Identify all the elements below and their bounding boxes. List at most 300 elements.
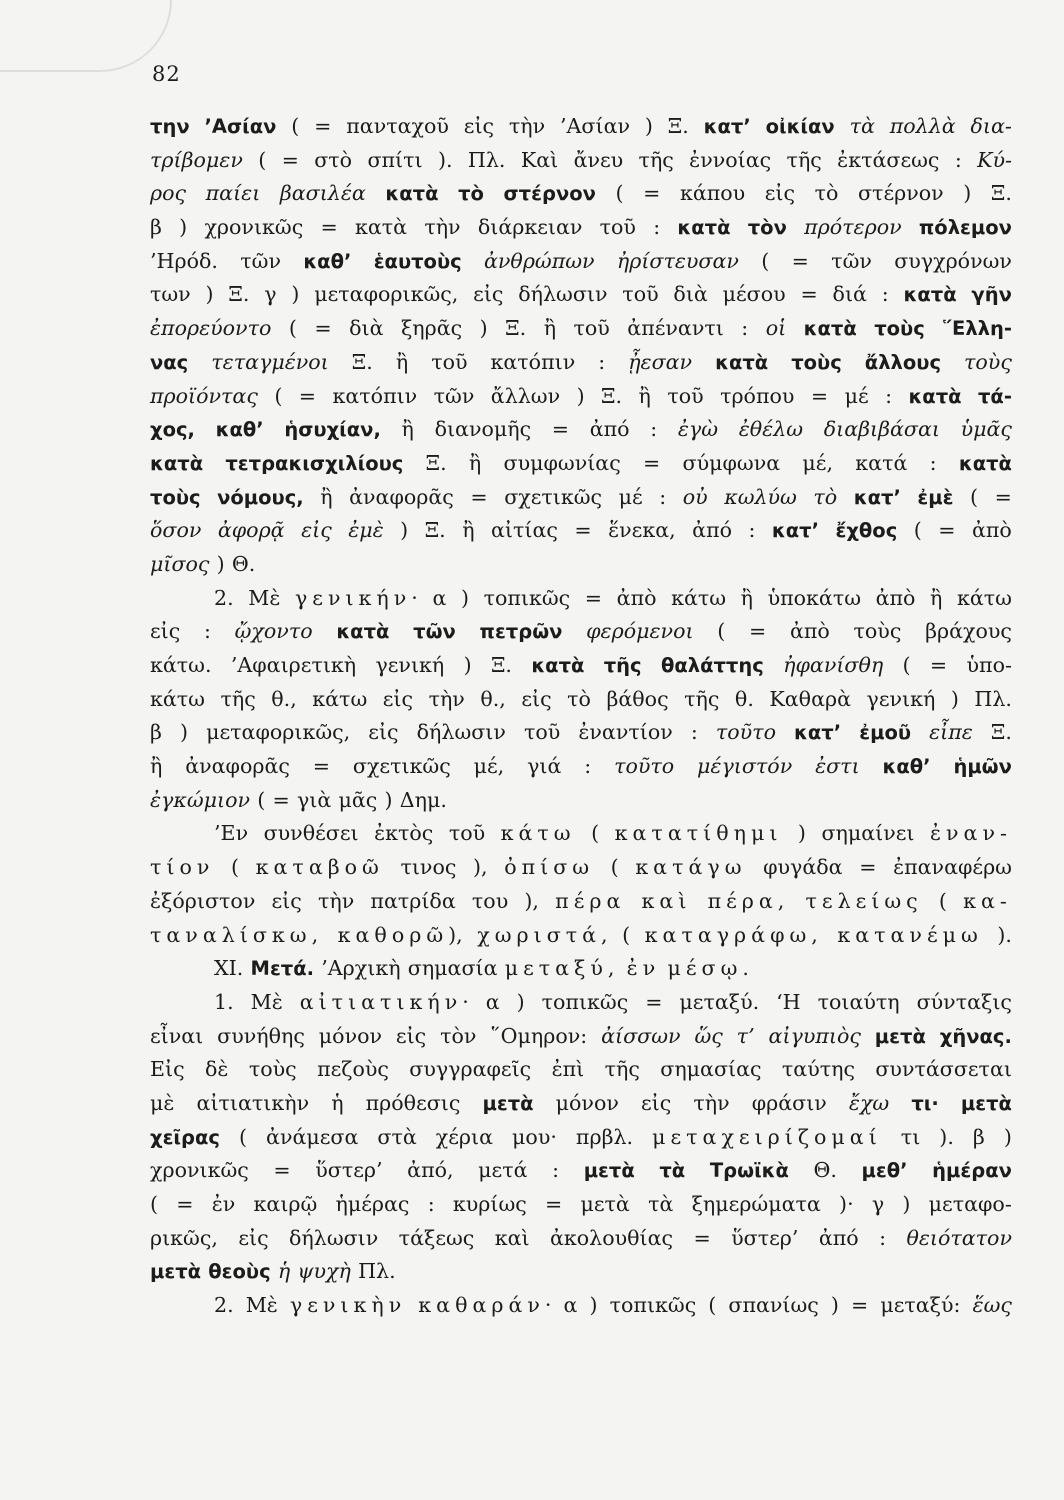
text-word: ᾖεσαν — [628, 349, 693, 374]
text-word: ( — [150, 1192, 159, 1216]
text-word: κάτω — [500, 821, 576, 846]
text-word: κωλύω — [724, 484, 797, 509]
text-word: ) — [589, 1293, 598, 1318]
text-word: τῆς — [220, 686, 256, 711]
text-word: χρονικῶς — [150, 1158, 249, 1183]
text-word: φυγάδα — [763, 855, 843, 880]
text-word: ἀπέναντι — [627, 316, 724, 341]
text-word: εἰς — [473, 282, 504, 307]
text-word: καὶ — [494, 1225, 530, 1250]
text-word: ( — [717, 619, 726, 644]
text-word: ἀφορᾷ — [217, 518, 285, 543]
text-word: πέρα — [555, 888, 626, 913]
text-word: κατὰ — [803, 317, 857, 341]
text-word: = — [851, 1293, 869, 1318]
text-word: ψυχὴ — [297, 1259, 351, 1284]
text-word: τῶν — [413, 620, 456, 644]
text-word: τοῦτο — [614, 754, 675, 779]
text-word: πόλεμον — [918, 216, 1012, 240]
text-word: ), — [524, 888, 539, 913]
text-word: Ξ. — [601, 383, 623, 408]
text-word: τετρακισχιλίους — [225, 451, 404, 475]
text-word: τοῦ — [622, 282, 659, 307]
text-word: μέ — [844, 383, 869, 408]
text-word: τοῦ — [667, 383, 704, 408]
text-word: καθ’ — [882, 755, 931, 779]
text-word: καταβοῶ — [255, 855, 384, 880]
text-word: μεταξύ. — [679, 989, 760, 1014]
text-word: ἐκτὸς — [374, 821, 434, 846]
text-word: σημασία — [407, 956, 498, 981]
text-word: Καὶ — [520, 147, 559, 172]
text-line — [150, 1222, 1012, 1256]
text-word: = — [298, 383, 317, 408]
text-word: καιρῷ — [253, 1192, 318, 1216]
text-word: β — [150, 215, 162, 240]
text-word: ἄλλους — [864, 350, 941, 374]
text-word: ἐννοίας — [689, 147, 772, 172]
text-word: ’Αφαιρετικὴ — [230, 653, 357, 677]
text-word: ). — [939, 1124, 954, 1149]
text-line — [150, 851, 1012, 885]
text-word: τρόπου — [720, 383, 795, 408]
text-word: κατατίθημι — [614, 821, 783, 846]
text-line — [150, 144, 1012, 178]
text-word: = — [470, 484, 488, 509]
text-word: ἄνευ — [573, 147, 624, 172]
text-word: ἡ — [331, 1090, 344, 1115]
text-word: μεταφορικῶς, — [314, 282, 459, 307]
text-word: τοπικῶς — [483, 585, 571, 610]
text-word: Μὲ — [245, 1293, 278, 1318]
text-word: κατὰ — [908, 384, 962, 408]
text-word: = — [281, 147, 299, 172]
text-word: = — [929, 653, 948, 677]
text-word: γενικήν· — [294, 585, 418, 610]
text-word: ἢ — [462, 518, 475, 543]
text-word: : — [552, 1158, 560, 1183]
text-word: τοιαύτη — [817, 989, 900, 1014]
text-word: ἀπὸ — [875, 585, 916, 610]
text-word: Ξ. — [667, 114, 689, 138]
text-word: μετὰ — [580, 1192, 630, 1216]
text-word: = — [994, 484, 1012, 509]
text-word: = — [800, 282, 818, 307]
text-word: τρίβομεν — [150, 147, 243, 172]
text-word: εἰς — [271, 888, 302, 913]
text-line — [150, 683, 1012, 717]
text-word: πρότερον — [804, 215, 902, 240]
text-word: ), — [472, 855, 488, 880]
text-word: : — [598, 349, 606, 374]
text-word: = — [574, 518, 592, 543]
text-word: δὲ — [205, 1057, 229, 1082]
text-word: κα- — [963, 888, 1012, 913]
text-word: ἀκολουθίας — [549, 1225, 674, 1250]
text-word: α — [432, 585, 447, 610]
text-word: τοὺς — [150, 485, 201, 509]
text-word: τῆς — [786, 147, 822, 172]
text-word: τά- — [977, 384, 1012, 408]
text-word: ἀναφορᾶς — [185, 754, 290, 779]
text-word: = — [551, 417, 570, 442]
text-word: δήλωσιν — [518, 282, 608, 307]
text-word: ἢ — [638, 383, 651, 408]
text-word: ( — [591, 821, 600, 846]
text-word: ) — [400, 518, 409, 543]
text-line — [150, 716, 1012, 750]
text-line — [150, 919, 1012, 953]
text-word: ἢ — [740, 585, 753, 610]
text-word: Πλ. — [974, 686, 1012, 711]
text-word: : — [885, 383, 893, 408]
text-word: τὸ — [814, 181, 839, 206]
text-word: ( — [622, 922, 631, 947]
text-word: διανομῆς — [434, 417, 532, 442]
text-word: κάτω — [150, 686, 205, 711]
text-word: μόνον — [318, 1023, 383, 1048]
text-word: μᾶς — [338, 787, 378, 812]
text-line — [150, 514, 1012, 548]
text-line — [150, 481, 1012, 515]
text-word: τίον — [150, 855, 215, 880]
text-word: θ. — [734, 686, 754, 711]
text-word: = — [938, 518, 956, 543]
text-word: XI. — [214, 956, 244, 981]
text-word: ἐπὶ — [551, 1057, 585, 1082]
text-word: Κύ- — [977, 147, 1012, 172]
text-word: φράσιν — [751, 1090, 827, 1115]
text-word: ) — [291, 282, 300, 307]
text-word: ἐμὲ — [917, 485, 954, 509]
text-word: τὰ — [648, 1192, 674, 1216]
text-word: ἀπὸ — [616, 585, 657, 610]
text-word: = — [645, 989, 663, 1014]
text-word: συνθέσει — [263, 821, 359, 846]
text-line — [150, 1121, 1012, 1155]
text-word: τινος — [400, 855, 457, 880]
text-word: διὰ — [349, 316, 384, 341]
text-word: = — [749, 619, 767, 644]
text-word: νόμους, — [217, 485, 304, 509]
text-word: τοὺς — [853, 619, 902, 644]
text-word: β — [972, 1124, 985, 1149]
text-word: σπανίως — [728, 1293, 819, 1318]
text-word: ( — [610, 855, 619, 880]
text-line — [150, 582, 1012, 616]
text-word: Μετά. — [250, 957, 315, 981]
text-word: γενική — [866, 686, 936, 711]
text-word: την — [150, 115, 190, 138]
text-line — [150, 380, 1012, 414]
text-word: ἔχθος — [835, 519, 898, 543]
text-word: ) — [384, 787, 393, 812]
text-word: ’Εν — [214, 821, 249, 846]
text-word: = — [643, 450, 661, 475]
text-line — [150, 177, 1012, 211]
text-word: βράχους — [925, 619, 1012, 644]
text-word: μου· — [512, 1124, 557, 1149]
text-word: οὐ — [682, 484, 708, 509]
text-word: στὸ — [314, 147, 353, 172]
text-word: ) — [479, 316, 488, 341]
text-word: ἀπὸ — [789, 619, 830, 644]
text-word: ) — [576, 383, 585, 408]
text-word: κατὰ — [903, 283, 957, 307]
text-word: εἰς — [764, 181, 796, 206]
text-word: β — [150, 720, 162, 745]
text-line — [150, 1087, 1012, 1121]
text-word: εἰς — [395, 1023, 427, 1048]
text-word: μεταφο- — [928, 1192, 1012, 1216]
text-line — [150, 110, 1012, 144]
text-word: ξηρᾶς — [400, 316, 463, 341]
text-word: τάξεως — [398, 1225, 475, 1250]
text-word: τεταγμένοι — [211, 349, 329, 374]
text-word: ἐν — [626, 956, 661, 981]
text-word: μέ — [618, 484, 643, 509]
text-word: ἐγκώμιον — [150, 787, 251, 812]
text-word: γενικὴν — [289, 1293, 407, 1318]
text-word: = — [312, 754, 331, 779]
text-word: Ξ. — [490, 653, 512, 677]
text-word: ὑμᾶς — [960, 417, 1012, 442]
text-word: ( — [274, 383, 283, 408]
text-word: ἐγὼ — [677, 417, 719, 442]
text-line — [150, 1053, 1012, 1087]
library-stamp-mark — [0, 0, 172, 72]
text-word: ἑαυτοὺς — [373, 249, 462, 273]
text-line — [150, 1020, 1012, 1054]
text-word: ). — [997, 922, 1012, 947]
text-line — [150, 548, 1012, 582]
text-word: ἐναν- — [929, 821, 1012, 846]
text-word: μῖσος — [150, 551, 210, 576]
text-word: α — [485, 989, 500, 1014]
text-word: τοὺς — [248, 1057, 297, 1082]
text-word: ἀνάμεσα — [266, 1124, 359, 1149]
text-word: Ξ. — [425, 450, 447, 475]
text-line — [150, 750, 1012, 784]
text-word: καθορῶ), — [337, 922, 463, 947]
text-word: ξημερώματα — [691, 1192, 821, 1216]
text-word: μεταφορικῶς, — [206, 720, 351, 745]
text-word: Θ. — [231, 551, 256, 576]
text-word: = — [584, 585, 603, 610]
text-word: τὴν — [317, 888, 355, 913]
text-word: : — [879, 1225, 887, 1250]
text-word: μέγιστόν — [697, 754, 793, 779]
text-word: διὰ — [673, 282, 708, 307]
text-word: τὴν — [693, 1090, 730, 1115]
text-word: παίει — [205, 181, 261, 206]
text-word: ἠφανίσθη — [783, 653, 884, 677]
text-word: ( — [761, 248, 770, 273]
text-word: κατὰ — [336, 620, 390, 644]
text-word: : — [659, 484, 667, 509]
text-word: χέρια — [435, 1124, 494, 1149]
text-word: μέ, — [802, 450, 834, 475]
text-word: ἢ — [320, 484, 333, 509]
text-word: αἰτιατικήν· — [299, 989, 469, 1014]
text-word: μέ, — [473, 754, 505, 779]
text-word: σημασίας — [660, 1057, 762, 1082]
text-word: ἐκτάσεως — [837, 147, 940, 172]
text-word: χῆνας. — [939, 1024, 1012, 1048]
text-word: ἀναφορᾶς — [349, 484, 454, 509]
text-word: ἠρίστευσαν — [616, 248, 739, 273]
text-word: ( — [288, 316, 297, 341]
text-word: νας — [150, 350, 189, 374]
text-word: στέρνον — [858, 181, 944, 206]
text-line — [150, 346, 1012, 380]
text-word: Καθαρὰ — [769, 686, 852, 711]
text-word: αἰτιατικὴν — [196, 1090, 310, 1115]
text-word: Μὲ — [250, 989, 283, 1014]
text-word: Ξ. — [351, 349, 373, 374]
text-word: κατὰ — [355, 215, 408, 240]
text-word: ὑπο- — [966, 653, 1012, 677]
text-word: τῶν — [831, 248, 872, 273]
text-word: εἰς — [521, 686, 552, 711]
text-word: ’Ασίαν — [204, 115, 277, 138]
text-word: ῞Ελλη- — [942, 317, 1012, 341]
text-word: ἐπορεύοντο — [150, 316, 272, 341]
text-word: διαβιβάσαι — [823, 417, 940, 442]
text-word: ) — [644, 114, 653, 138]
text-word: εἶπε — [929, 720, 973, 745]
text-word: βασιλέα — [279, 181, 366, 206]
text-word: ( — [291, 114, 300, 138]
text-word: 1. — [214, 989, 234, 1014]
text-word: γ — [871, 1192, 885, 1216]
text-word: ’Ασίαν — [560, 114, 630, 138]
text-word: τι — [900, 1124, 921, 1149]
text-word: ρος — [150, 181, 187, 206]
text-word: ρικῶς, — [150, 1225, 218, 1250]
text-word: μὲ — [150, 1090, 175, 1115]
text-word: σημαίνει — [821, 821, 915, 846]
text-word: ) — [460, 585, 469, 610]
text-word: σύμφωνα — [682, 450, 781, 475]
text-word: α — [563, 1293, 578, 1318]
text-word: ἐν — [211, 1192, 236, 1216]
text-word: μετὰ — [482, 1091, 534, 1115]
text-word: κατὰ — [958, 451, 1012, 475]
text-word: ὕστερ’ — [731, 1225, 799, 1250]
text-word: ἢ — [468, 450, 482, 475]
text-word: ἡμῶν — [953, 755, 1012, 779]
text-word: τῆς — [684, 686, 720, 711]
text-word: τὰ — [849, 114, 875, 138]
text-word: ) — [205, 282, 214, 307]
text-word: ἐναντίον — [578, 720, 673, 745]
text-word: ( — [938, 888, 947, 913]
text-word: : — [653, 215, 661, 240]
text-word: μεθ’ — [861, 1159, 908, 1183]
text-word: Μὲ — [248, 585, 281, 610]
text-word: τὸν — [747, 216, 787, 240]
text-line — [150, 312, 1012, 346]
text-word: Τρωϊκὰ — [709, 1159, 789, 1183]
text-word: τοῦ — [523, 720, 561, 745]
text-word: κάπου — [679, 181, 746, 206]
text-word: ἢ — [150, 754, 163, 779]
text-word: μεταχειρίζομαί — [652, 1124, 882, 1149]
text-word: τοῦ — [599, 215, 636, 240]
text-line — [150, 952, 1012, 986]
text-word: : — [584, 754, 592, 779]
text-word: κάτω. — [150, 653, 212, 677]
text-word: πετρῶν — [479, 620, 563, 644]
text-word: θειότατον — [906, 1225, 1012, 1250]
text-word: ῞Ομηρον: — [490, 1023, 588, 1048]
text-word: μέσῳ. — [667, 956, 749, 981]
text-word: τοὺς — [791, 350, 842, 374]
text-word: ’Ηρόδ. — [150, 248, 218, 273]
text-word: ἡμέρας — [335, 1192, 410, 1216]
text-word: αἰτίας — [491, 518, 558, 543]
text-word: πρβλ. — [575, 1124, 634, 1149]
text-line — [150, 245, 1012, 279]
text-line — [150, 1289, 1012, 1323]
text-word: ὥς — [694, 1023, 723, 1048]
text-word: : — [203, 619, 211, 644]
text-word: εἰς — [640, 1090, 672, 1115]
text-word: μετὰ — [150, 1260, 202, 1284]
text-word: ὀπίσω — [504, 855, 595, 880]
text-word: τοὺς — [964, 349, 1012, 374]
text-word: κατ’ — [703, 115, 751, 138]
text-word: κατανέμω — [837, 922, 983, 947]
text-word: γ — [264, 282, 277, 307]
text-word: πατρίδα — [370, 888, 456, 913]
text-word: συγχρόνων — [894, 248, 1012, 273]
text-word: θ., — [271, 686, 297, 711]
text-word: ἀνθρώπων — [484, 248, 595, 273]
text-word: χωριστά, — [477, 922, 608, 947]
text-word: τῆς — [603, 654, 642, 677]
text-word: τοπικῶς — [609, 1293, 697, 1318]
text-word: κατάγω — [635, 855, 747, 880]
text-word: 2. — [214, 1293, 234, 1318]
text-word: Πλ. — [467, 147, 506, 172]
text-word: κατὰ — [385, 182, 439, 206]
text-word: = — [810, 383, 829, 408]
text-word: τῆς — [604, 1057, 640, 1082]
text-line — [150, 1255, 1012, 1289]
text-word: πεζοὺς — [317, 1057, 389, 1082]
text-word: τ’ — [736, 1023, 755, 1048]
text-word: ἢ — [401, 417, 414, 442]
text-word: κατ’ — [794, 721, 842, 745]
text-word: εἰς — [368, 720, 399, 745]
text-word: Δημ. — [399, 787, 447, 812]
text-word: κάτω — [671, 585, 727, 610]
text-word: : — [881, 282, 889, 307]
text-word: τὰ — [659, 1159, 686, 1183]
text-word: ἐστι — [815, 754, 860, 779]
text-word: = — [643, 181, 661, 206]
text-word: τὴν — [428, 686, 465, 711]
text-word: ( — [238, 1124, 248, 1149]
text-word: εἰς — [463, 114, 495, 138]
text-word: σχετικῶς — [504, 484, 603, 509]
text-word: τῶν — [433, 383, 475, 408]
text-word: ( — [258, 147, 267, 172]
text-word: θαλάττης — [660, 654, 764, 677]
text-word: τῆς — [638, 147, 674, 172]
